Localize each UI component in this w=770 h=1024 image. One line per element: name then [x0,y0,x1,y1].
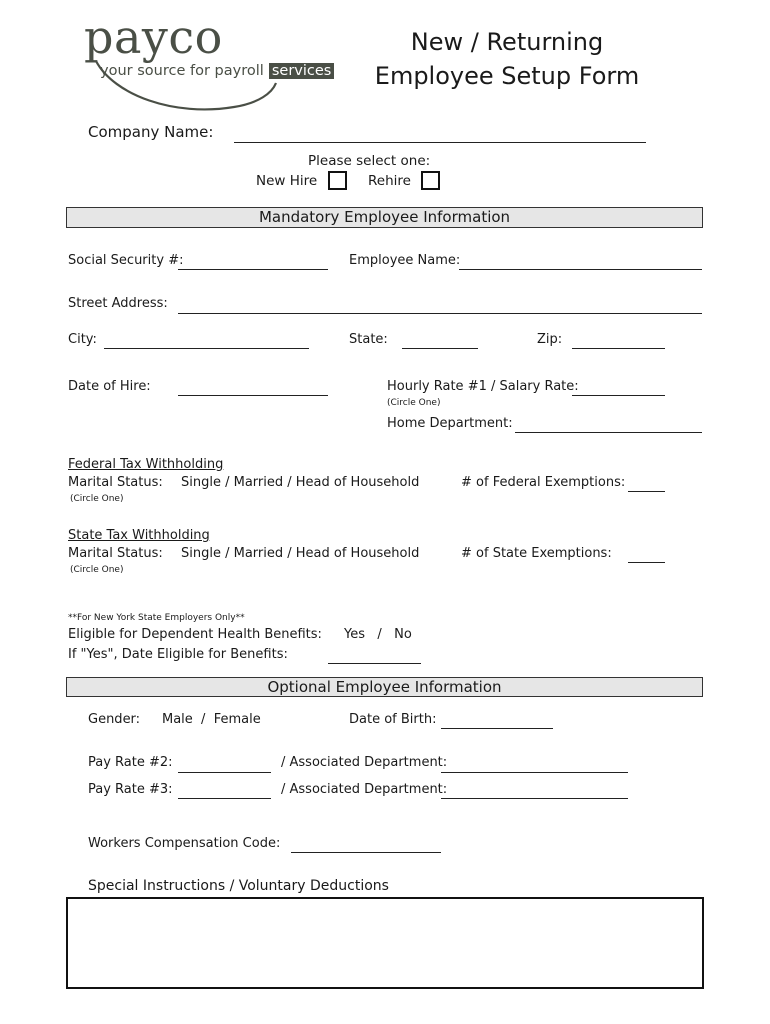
logo-wordmark: payco [84,10,223,64]
hourly-rate-field[interactable] [572,395,665,396]
pay-rate-2-label: Pay Rate #2: [88,755,173,770]
date-of-birth-field[interactable] [441,728,553,729]
date-of-birth-label: Date of Birth: [349,712,437,727]
state-marital-label: Marital Status: [68,546,163,561]
new-hire-checkbox[interactable] [328,171,347,190]
form-title-line2: Employee Setup Form [374,62,640,90]
select-prompt: Please select one: [308,153,431,169]
gender-options[interactable]: Male / Female [162,712,261,727]
workers-comp-label: Workers Compensation Code: [88,836,281,851]
pay-rate-2-dept-label: / Associated Department: [281,755,448,770]
home-department-label: Home Department: [387,416,513,431]
street-address-field[interactable] [178,313,702,314]
hourly-rate-label: Hourly Rate #1 / Salary Rate: [387,379,579,394]
state-marital-options[interactable]: Single / Married / Head of Household [181,546,420,561]
state-tax-heading: State Tax Withholding [68,528,210,543]
pay-rate-3-field[interactable] [178,798,271,799]
federal-marital-options[interactable]: Single / Married / Head of Household [181,475,420,490]
logo-swoosh-icon [84,55,284,117]
mandatory-section-header: Mandatory Employee Information [66,207,703,228]
state-field[interactable] [402,348,478,349]
employee-name-field[interactable] [459,269,702,270]
state-label: State: [349,332,388,347]
dependent-health-label: Eligible for Dependent Health Benefits: [68,627,322,642]
pay-rate-3-label: Pay Rate #3: [88,782,173,797]
city-field[interactable] [104,348,309,349]
zip-label: Zip: [537,332,563,347]
zip-field[interactable] [572,348,665,349]
logo-tagline-text: your source for payroll [100,63,264,79]
logo-tagline-services: services [269,63,335,79]
date-eligible-field[interactable] [328,663,421,664]
form-title-line1: New / Returning [410,28,604,56]
new-hire-label: New Hire [256,173,318,189]
state-exemptions-field[interactable] [628,562,665,563]
pay-rate-3-dept-field[interactable] [441,798,628,799]
federal-exemptions-label: # of Federal Exemptions: [461,475,626,490]
federal-tax-heading: Federal Tax Withholding [68,457,224,472]
special-instructions-label: Special Instructions / Voluntary Deductions [88,878,389,894]
home-department-field[interactable] [515,432,702,433]
pay-rate-2-field[interactable] [178,772,271,773]
hourly-rate-circle-one-note: (Circle One) [387,398,441,408]
pay-rate-2-dept-field[interactable] [441,772,628,773]
state-exemptions-label: # of State Exemptions: [461,546,612,561]
city-label: City: [68,332,97,347]
street-address-label: Street Address: [68,296,168,311]
date-eligible-label: If "Yes", Date Eligible for Benefits: [68,647,288,662]
optional-section-header: Optional Employee Information [66,677,703,697]
federal-exemptions-field[interactable] [628,491,665,492]
workers-comp-field[interactable] [291,852,441,853]
ssn-label: Social Security #: [68,253,184,268]
company-name-field[interactable] [234,142,646,143]
pay-rate-3-dept-label: / Associated Department: [281,782,448,797]
rehire-label: Rehire [368,173,411,189]
employee-name-label: Employee Name: [349,253,461,268]
date-of-hire-field[interactable] [178,395,328,396]
rehire-checkbox[interactable] [421,171,440,190]
date-of-hire-label: Date of Hire: [68,379,151,394]
federal-circle-one-note: (Circle One) [70,494,124,504]
gender-label: Gender: [88,712,141,727]
ssn-field[interactable] [178,269,328,270]
special-instructions-box[interactable] [66,897,704,989]
federal-marital-label: Marital Status: [68,475,163,490]
state-circle-one-note: (Circle One) [70,565,124,575]
ny-employers-note: **For New York State Employers Only** [68,613,245,623]
company-name-label: Company Name: [88,123,214,141]
dependent-health-yes-no[interactable]: Yes / No [344,627,412,642]
